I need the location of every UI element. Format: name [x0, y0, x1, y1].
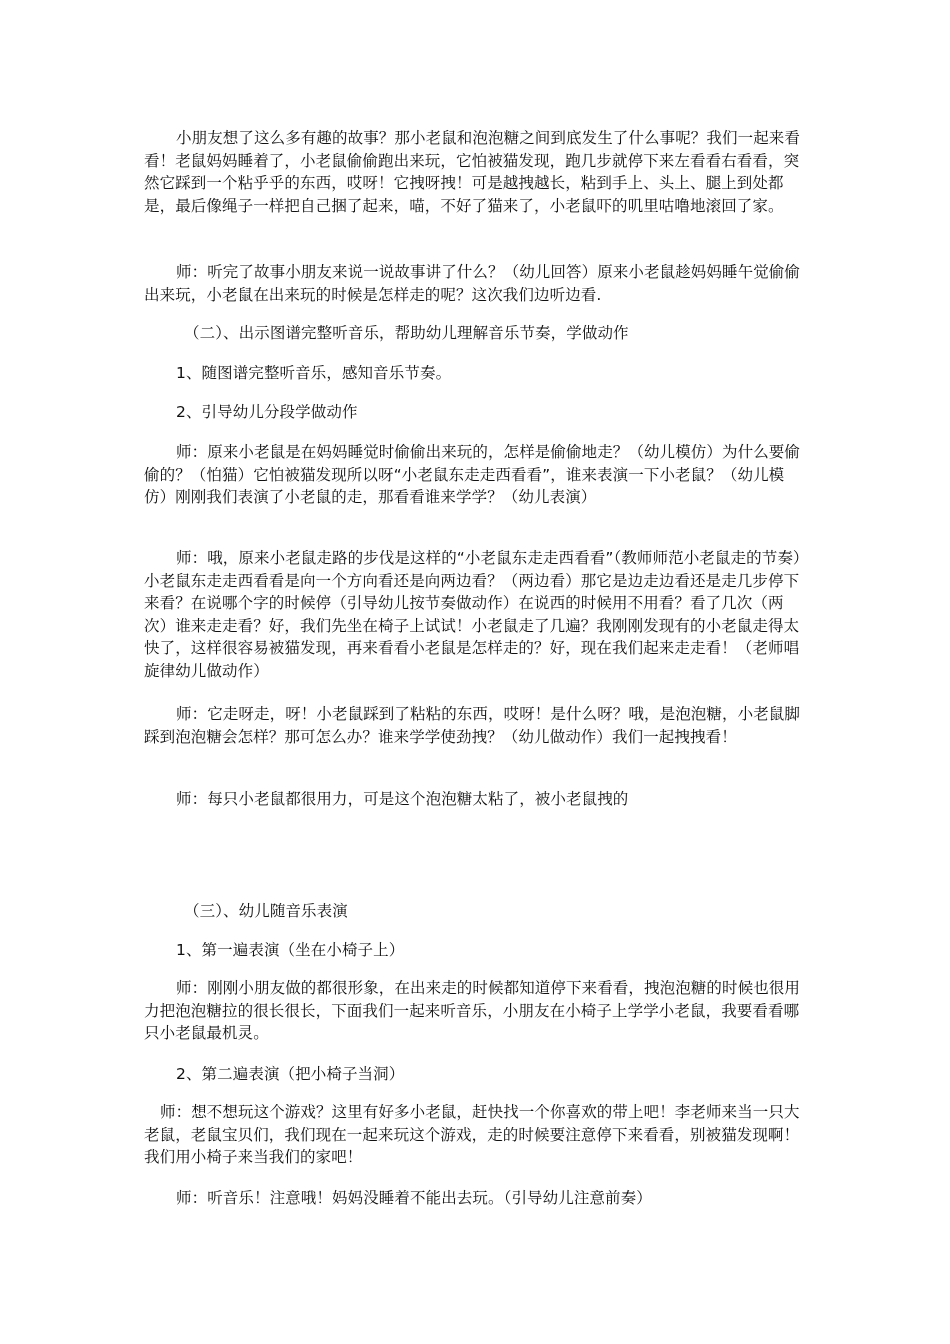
- paragraph-teacher-praise: 师：刚刚小朋友做的都很形象，在出来走的时候都知道停下来看看，拽泡泡糖的时候也很用力把泡泡糖拉的很长很长，下面我们一起来听音乐，小朋友在小椅子上学学小老鼠，我要看看哪只小老鼠最机灵。: [144, 979, 801, 1042]
- paragraph-teacher-question-story: 师：听完了故事小朋友来说一说故事讲了什么？（幼儿回答）原来小老鼠趁妈妈睡午觉偷偷出来玩，小老鼠在出来玩的时候是怎样走的呢？这次我们边听边看.: [144, 263, 801, 304]
- paragraph-teacher-bubblegum: 师：它走呀走，呀！小老鼠踩到了粘粘的东西，哎呀！是什么呀？哦，是泡泡糖，小老鼠脚踩到泡泡糖会怎样？那可怎么办？谁来学学使劲拽？（幼儿做动作）我们一起拽拽看！: [144, 705, 801, 746]
- section-heading-3: （三）、幼儿随音乐表演: [184, 902, 348, 920]
- paragraph-teacher-pull: 师：每只小老鼠都很用力，可是这个泡泡糖太粘了，被小老鼠拽的: [176, 790, 629, 808]
- paragraph-story-summary: 小朋友想了这么多有趣的故事？那小老鼠和泡泡糖之间到底发生了什么事呢？我们一起来看看！老鼠妈妈睡着了，小老鼠偷偷跑出来玩，它怕被猫发现，跑几步就停下来左看看右看看，突然它踩到一个粘乎乎的东西，哎呀！它拽呀拽！可是越拽越长，粘到手上、头上、腿上到处都是，最后像绳子一样把自己捆了起来，喵，不好了猫来了，小老鼠吓的叽里咕噜地滚回了家。: [144, 129, 801, 215]
- list-item-2: 2、引导幼儿分段学做动作: [176, 403, 358, 421]
- paragraph-teacher-listen: 师：听音乐！注意哦！妈妈没睡着不能出去玩。（引导幼儿注意前奏）: [176, 1189, 652, 1207]
- paragraph-teacher-game: 师：想不想玩这个游戏？这里有好多小老鼠，赶快找一个你喜欢的带上吧！李老师来当一只大老鼠，老鼠宝贝们，我们现在一起来玩这个游戏，走的时候要注意停下来看看，别被猫发现啊！我们用小椅子来当我们的家吧！: [144, 1103, 800, 1166]
- list-item-1: 1、随图谱完整听音乐，感知音乐节奏。: [176, 364, 452, 382]
- paragraph-teacher-sneak: 师：原来小老鼠是在妈妈睡觉时偷偷出来玩的，怎样是偷偷地走？（幼儿模仿）为什么要偷偷的？（怕猫）它怕被猫发现所以呀“小老鼠东走走西看看”，谁来表演一下小老鼠？（幼儿模仿）刚刚我们表演了小老鼠的走，那看看谁来学学？（幼儿表演）: [144, 443, 801, 506]
- list-item-first-performance: 1、第一遍表演（坐在小椅子上）: [176, 941, 405, 959]
- section-heading-2: （二）、出示图谱完整听音乐，帮助幼儿理解音乐节奏，学做动作: [184, 324, 629, 342]
- list-item-second-performance: 2、第二遍表演（把小椅子当洞）: [176, 1065, 405, 1083]
- paragraph-teacher-walk: 师：哦，原来小老鼠走路的步伐是这样的“小老鼠东走走西看看”（教师师范小老鼠走的节奏）小老鼠东走走西看看是向一个方向看还是向两边看？（两边看）那它是边走边看还是走几步停下来看？在说哪个字的时候停（引导幼儿按节奏做动作）在说西的时候用不用看？看了几次（两次）谁来走走看？好，我们先坐在椅子上试试！小老鼠走了几遍？我刚刚发现有的小老鼠走得太快了，这样很容易被猫发现，再来看看小老鼠是怎样走的？好，现在我们起来走走看！（老师唱旋律幼儿做动作）: [144, 549, 801, 680]
